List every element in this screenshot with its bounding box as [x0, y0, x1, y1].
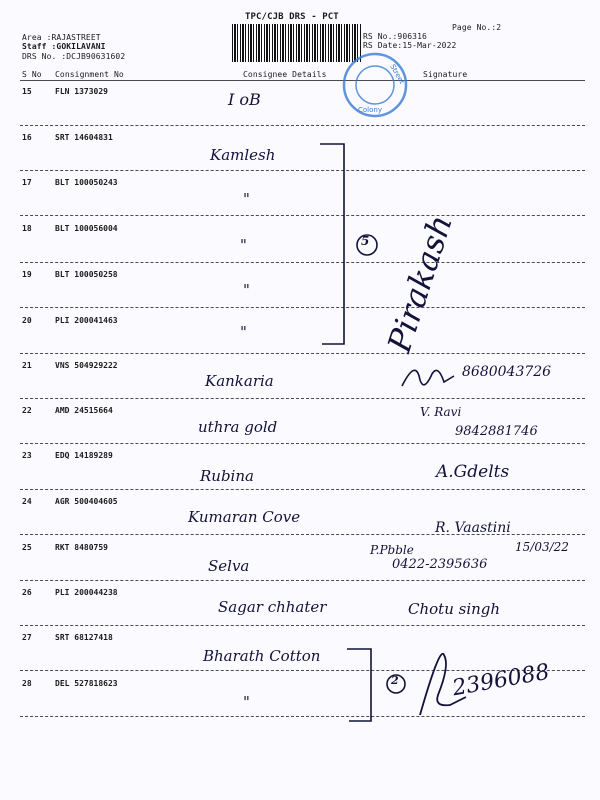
- row-consignment: PLI 200041463: [55, 316, 118, 325]
- signature-26: Chotu singh: [408, 600, 501, 618]
- consignee-handwriting: Selva: [208, 557, 250, 575]
- rs-date: RS Date:15-Mar-2022: [363, 41, 457, 50]
- col-signature: Signature: [423, 70, 468, 79]
- phone-21: 8680043726: [462, 364, 552, 380]
- row-consignment: VNS 504929222: [55, 361, 118, 370]
- row-sno: 25: [22, 543, 32, 552]
- row-sno: 17: [22, 178, 32, 187]
- row-consignment: RKT 8480759: [55, 543, 108, 552]
- drs-number: DRS No. :DCJB90631602: [22, 52, 126, 61]
- consignee-handwriting: Kumaran Cove: [188, 508, 301, 526]
- rs-number: RS No.:906316: [363, 32, 427, 41]
- row-sno: 21: [22, 361, 32, 370]
- row-consignment: BLT 100050243: [55, 178, 118, 187]
- row-divider: [20, 262, 585, 263]
- company-stamp: [340, 50, 410, 120]
- row-consignment: AMD 24515664: [55, 406, 113, 415]
- count-top: 5: [361, 234, 370, 248]
- area-label: Area :RAJASTREET: [22, 33, 101, 42]
- signature-vertical: Pirakash: [380, 210, 460, 357]
- row-divider: [20, 170, 585, 171]
- row-sno: 22: [22, 406, 32, 415]
- consignee-handwriting: Kankaria: [205, 372, 274, 390]
- row-divider: [20, 489, 585, 490]
- phone-25: 0422-2395636: [392, 557, 488, 572]
- date-25: 15/03/22: [515, 540, 569, 554]
- row-consignment: BLT 100050258: [55, 270, 118, 279]
- row-consignment: EDQ 14189289: [55, 451, 113, 460]
- document-title: TPC/CJB DRS - PCT: [245, 12, 339, 22]
- row-sno: 27: [22, 633, 32, 642]
- row-consignment: PLI 200044238: [55, 588, 118, 597]
- signature-25-name: R. Vaastini: [435, 520, 511, 536]
- row-sno: 16: [22, 133, 32, 142]
- signature-scribble-21: [398, 356, 458, 396]
- row-consignment: DEL 527818623: [55, 679, 118, 688]
- row-divider: [20, 443, 585, 444]
- col-consignment: Consignment No: [55, 70, 124, 79]
- row-consignment: SRT 68127418: [55, 633, 113, 642]
- header-divider: [20, 80, 585, 81]
- bracket-mark-top: [318, 140, 348, 350]
- consignee-handwriting: ": [240, 236, 247, 254]
- row-sno: 20: [22, 316, 32, 325]
- row-sno: 19: [22, 270, 32, 279]
- consignee-handwriting: ": [243, 281, 250, 299]
- consignee-handwriting: Bharath Cotton: [203, 647, 321, 665]
- consignee-handwriting: ": [240, 323, 247, 341]
- row-divider: [20, 398, 585, 399]
- row-consignment: BLT 100056004: [55, 224, 118, 233]
- phone-22: 9842881746: [455, 424, 538, 439]
- stamp-text-mid: Colony: [358, 106, 382, 114]
- signature-25-pbble: P.Pbble: [370, 543, 414, 557]
- row-sno: 24: [22, 497, 32, 506]
- count-bottom: 2: [391, 674, 399, 687]
- col-sno: S No: [22, 70, 42, 79]
- row-divider: [20, 625, 585, 626]
- col-consignee: Consignee Details: [243, 70, 327, 79]
- consignee-handwriting: Rubina: [200, 467, 254, 485]
- consignee-handwriting: uthra gold: [198, 418, 278, 436]
- row-consignment: SRT 14604831: [55, 133, 113, 142]
- row-sno: 28: [22, 679, 32, 688]
- consignee-handwriting: Sagar chhater: [218, 598, 327, 616]
- row-divider: [20, 353, 585, 354]
- row-sno: 26: [22, 588, 32, 597]
- signature-23: A.Gdelts: [436, 462, 510, 482]
- row-consignment: FLN 1373029: [55, 87, 108, 96]
- row-consignment: AGR 500404605: [55, 497, 118, 506]
- consignee-handwriting: Kamlesh: [210, 146, 276, 164]
- row-divider: [20, 716, 585, 717]
- consignee-handwriting: ": [243, 693, 250, 711]
- page-number: Page No.:2: [452, 23, 502, 32]
- consignee-handwriting: I oB: [228, 90, 261, 109]
- row-divider: [20, 215, 585, 216]
- row-divider: [20, 307, 585, 308]
- number-28: 2396088: [450, 659, 552, 702]
- row-divider: [20, 580, 585, 581]
- stamp-text-top: Street: [388, 63, 406, 86]
- consignee-handwriting: ": [243, 190, 250, 208]
- row-sno: 23: [22, 451, 32, 460]
- row-sno: 15: [22, 87, 32, 96]
- row-sno: 18: [22, 224, 32, 233]
- signature-22: V. Ravi: [420, 405, 462, 419]
- row-divider: [20, 125, 585, 126]
- staff-label: Staff :GOKILAVANI: [22, 42, 106, 51]
- bracket-mark-bottom: [345, 645, 375, 725]
